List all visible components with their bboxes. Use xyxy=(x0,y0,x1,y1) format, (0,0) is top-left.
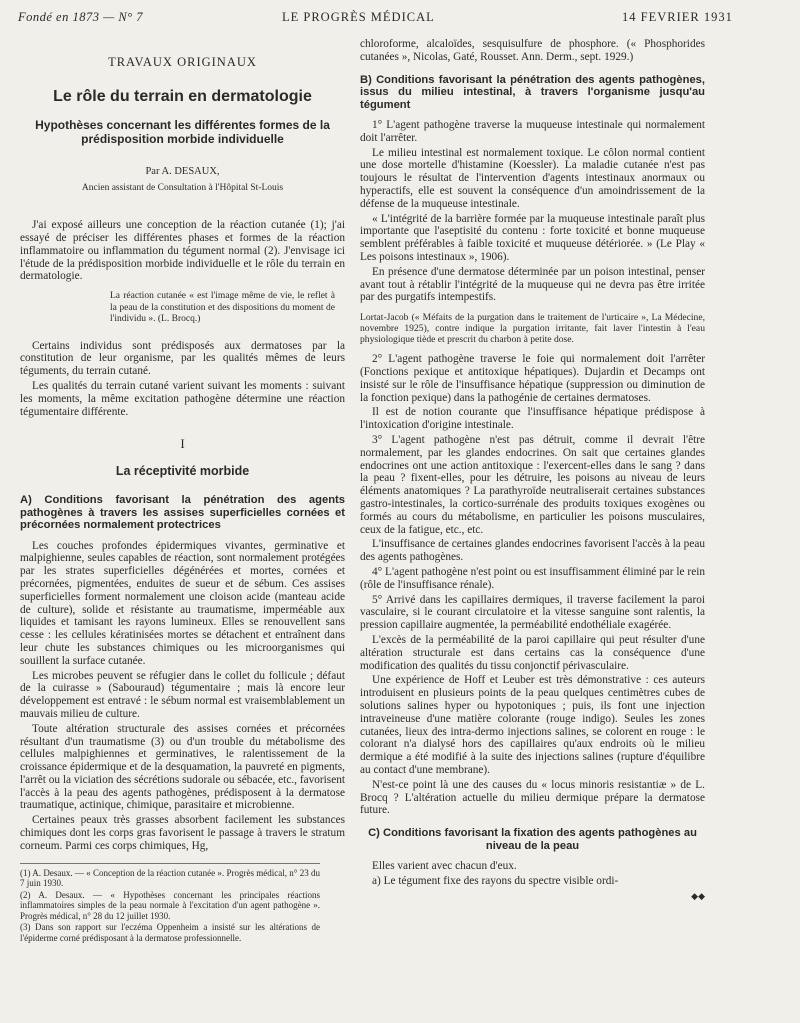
paragraph: Le milieu intestinal est normalement toxique. Le côlon normal contient une dose mortelle d'histamine (Koessler). La maladie cutanée n'est pas toujours le résultat de l'intervention d'agents intestinaux anormaux ou hyperactifs, elle est souvent la conséquence d'un amoindrissement de la défense de la muqueuse intestinale. xyxy=(360,146,705,210)
part-number: I xyxy=(180,436,185,452)
paragraph: L'insuffisance de certaines glandes endocrines favorisent l'accès à la peau des agents pathogènes. xyxy=(360,538,705,564)
header-journal: LE PROGRÈS MÉDICAL xyxy=(282,10,435,24)
paragraph: Les qualités du terrain cutané varient suivant les moments : suivant les moments, la même excitation pathogène détermine une réaction tégumentaire différente. xyxy=(20,380,345,418)
footnotes xyxy=(20,863,320,944)
paragraph: L'excès de la perméabilité de la paroi capillaire qui peut résulter d'une altération structurale est dans certains cas la conséquence d'une modification des qualités du tissu conjonctif périvasculaire. xyxy=(360,633,705,672)
paragraph: Une expérience de Hoff et Leuber est très démonstrative : ces auteurs introduisent en plusieurs points de la peau quelques centimètres cubes de solutions salines hyper ou hypotoniques ; puis, ils font une injection intraveineuse d'une matière colorante (rouge indigo). Seules les zones cutanées, lieux des intra-dermo injections salines, se colorent en rouge : le colorant n'a dialysé hors des capillaires qu'aux endroits où le milieu dermique a été modifié à la suite des injections salines (rupture d'équilibre au contact d'une membrane). xyxy=(360,674,705,776)
subsection-heading: B) Conditions favorisant la pénétration des agents pathogènes, issus du milieu intestinal, à travers l'organisme jusqu'au tégument xyxy=(360,73,705,111)
ornament: ◆◆ xyxy=(691,890,705,901)
paragraph: J'ai exposé ailleurs une conception de la réaction cutanée (1); j'ai essayé de préciser les différentes phases et formes de la réaction inflammatoire ou inflammation du tégument normal (2). J'envisage ici l'étude de la prédisposition morbide individuelle et le rôle du terrain en dermatologie. xyxy=(20,219,345,283)
right-column xyxy=(360,38,705,903)
subsection-heading: A) Conditions favorisant la pénétration des agents pathogènes à travers les assises superficielles cornées et précornées normalement protectrices xyxy=(20,494,345,532)
footnote: (3) Dans son rapport sur l'eczéma Oppenheim a insisté sur les altérations de l'épiderme corné prédisposant à la dermatose professionnelle. xyxy=(20,922,320,943)
paragraph: Certains individus sont prédisposés aux dermatoses par la constitution de leur organisme, par les qualités mêmes de leurs téguments, du terrain cutané. xyxy=(20,339,345,378)
paragraph: Il est de notion courante que l'insuffisance hépatique prédispose à l'intoxication d'origine intestinale. xyxy=(360,406,705,432)
chapter-heading: La réceptivité morbide xyxy=(115,464,250,479)
left-column xyxy=(20,38,345,944)
paragraph: Certaines peaux très grasses absorbent facilement les substances chimiques dont les corps gras favorisent le passage à travers le stratum corneum. Parmi ces corps chimiques, Hg, xyxy=(20,814,345,852)
subsection-heading: C) Conditions favorisant la fixation des agents pathogènes au niveau de la peau xyxy=(368,827,697,852)
article-subtitle: Hypothèses concernant les différentes formes de la prédisposition morbide individuelle xyxy=(35,117,330,146)
affiliation: Ancien assistant de Consultation à l'Hôpital St-Louis xyxy=(81,183,284,194)
header-date: 14 FEVRIER 1931 xyxy=(622,10,733,24)
paragraph: 4° L'agent pathogène n'est point ou est insuffisamment éliminé par le rein (rôle de l'insuffisance rénale). xyxy=(360,566,705,591)
header-issue: Fondé en 1873 — N° 7 xyxy=(18,10,144,24)
footnote: (1) A. Desaux. — « Conception de la réaction cutanée ». Progrès médical, n° 23 du 7 juin 1930. xyxy=(20,867,320,889)
paragraph: Les microbes peuvent se réfugier dans le collet du follicule ; défaut de la cuirasse » (Sabouraud) tégumentaire ; mais là encore leur développement est entravé : le sébum normal est vraisemblablement un mauvais milieu de culture. xyxy=(20,669,345,720)
paragraph: « L'intégrité de la barrière formée par la muqueuse intestinale paraît plus importante que l'aseptisité du contenu : forte toxicité et bonne muqueuse semblent préférables à faible toxicité et muqueuse détériorée. » (Le Play « Les poisons intestinaux », 1906). xyxy=(360,212,705,264)
paragraph: 1° L'agent pathogène traverse la muqueuse intestinale qui normalement doit l'arrêter. xyxy=(360,119,705,144)
paragraph: Toute altération structurale des assises cornées et précornées résultant d'un traumatisme (3) ou d'un trouble du métabolisme des cellules malpighiennes et germinatives, le ralentissement de la croissance épidermique et de la desquamation, la pauvreté en pigments, l'arrêt ou la viciation des sécrétions sudorale ou sébacée, etc., favorisent l'accès à la peau des agents pathogènes, prédisposent à la dermatose traumatique, actinique, chimique, parasitaire et microbienne. xyxy=(20,722,345,812)
running-header xyxy=(0,6,800,26)
paragraph: 5° Arrivé dans les capillaires dermiques, il traverse facilement la paroi vasculaire, si le courant circulatoire et la vitesse sanguine sont ralentis, la pression capillaire augmentée, la perméabilité endothéliale exagérée. xyxy=(360,593,705,632)
paragraph: 3° L'agent pathogène n'est pas détruit, comme il devrait l'être normalement, par les glandes endocrines. On sait que certaines glandes endocrines ont une action antitoxique : l'exercent-elles dans le sang ? dans la peau ? fixent-elles, pour les détruire, les poisons au niveau de leurs éléments anatomiques ? La parathyroïde neutraliserait certaines substances gastro-intestinales, la cortico-surrénale des produits toxiques exogènes ou formés au cours du métabolisme, en particulier les poisons musculaires, ceux de la fatigue, etc., etc. xyxy=(360,434,705,536)
paragraph: 2° L'agent pathogène traverse le foie qui normalement doit l'arrêter (Fonctions pexique et antitoxique hépatiques). Dujardin et Decamps ont insisté sur le rôle de l'insuffisance hépatique (suppression ou diminution de la fonction pexique) dans la pathogénie de certaines dermatoses. xyxy=(360,353,705,404)
paragraph: chloroforme, alcaloïdes, sesquisulfure de phosphore. (« Phosphorides cutanées », Nicolas, Gaté, Rousset. Ann. Derm., sept. 1929.) xyxy=(360,38,705,63)
article-title: Le rôle du terrain en dermatologie xyxy=(53,87,312,105)
epigraph: La réaction cutanée « est l'image même de vie, le reflet à la peau de la constitution et des dispositions du moment de l'individu ». (L. Brocq.) xyxy=(110,291,335,325)
paragraph: a) Le tégument fixe des rayons du spectre visible ordi- xyxy=(372,874,619,887)
paragraph: N'est-ce point là une des causes du « locus minoris resistantiæ » de L. Brocq ? L'altération actuelle du milieu dermique prépare la dermatose future. xyxy=(360,778,705,817)
footnote: (2) A. Desaux. — « Hypothèses concernant les principales réactions inflammatoires simples de la peau normale à l'excitation d'un agent pathogène ». Progrès médical, n° 28 du 12 juillet 1930. xyxy=(20,889,320,921)
note-paragraph: Lortat-Jacob (« Méfaits de la purgation dans le traitement de l'urticaire », La Médecine, novembre 1925), contre indique la purgation irritante, fait laver l'intestin à l'eau physiologique tiède et prescrit du charbon à petite dose. xyxy=(360,312,705,346)
section-heading: TRAVAUX ORIGINAUX xyxy=(108,55,257,69)
paragraph: En présence d'une dermatose déterminée par un poison intestinal, penser avant tout à rétablir l'intégrité de la muqueuse qui ne devra pas être irritée par des purgatifs intempestifs. xyxy=(360,265,705,304)
paragraph: Les couches profondes épidermiques vivantes, germinative et malpighienne, seules capables de réaction, sont normalement protégées par les strates superficielles dégénérées et mortes, cornées et précornées, pigmentées, enduites de sueur et de sébum. Ces assises superficielles forment normalement une cloison acide (manteau acide de culture), solide et résistante au traumatisme, imperméable aux liquides et tamisant les rayons lumineux. Elles se renouvellent sans cesse : les cellules kératinisées mortes se détachent et entraînent dans leur chute les substances chimiques ou les microorganismes qui souillent la surface cutanée. xyxy=(20,539,345,667)
paragraph: Elles varient avec chacun d'eux. xyxy=(372,860,517,873)
byline: Par A. DESAUX, xyxy=(145,165,220,177)
